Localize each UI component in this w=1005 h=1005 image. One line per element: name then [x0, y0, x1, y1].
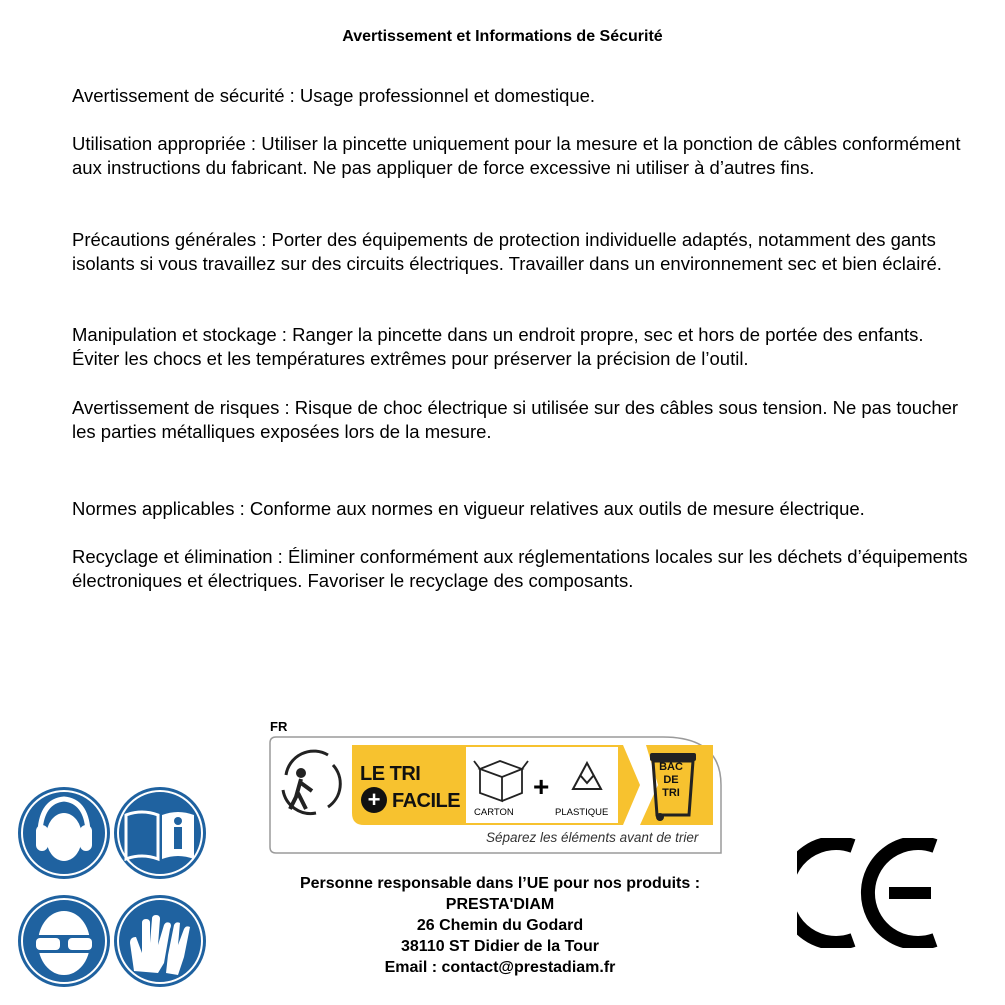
ear-protection-icon: [16, 785, 112, 881]
carton-label: CARTON: [474, 807, 514, 818]
ce-mark-icon: [797, 838, 939, 948]
plus-icon: +: [361, 787, 387, 813]
email-line: Email : contact@prestadiam.fr: [384, 959, 616, 976]
risk-warning-text: Avertissement de risques : Risque de choc électrique si utilisée sur des câbles sous tension. Ne pas toucher les parties métalliques exposées lors de la mesure.: [72, 397, 959, 442]
contact-intro: Personne responsable dans l’UE pour nos produits :: [299, 875, 701, 892]
triman-plus: +: [533, 771, 550, 802]
address-line: 26 Chemin du Godard: [416, 917, 584, 934]
triman-lang-label: FR: [270, 719, 288, 734]
triman-facile: FACILE: [392, 790, 461, 812]
recycling-text: Recyclage et élimination : Éliminer conformément aux réglementations locales sur les déchets d’équipements électroniques et électriques. Favoriser le recyclage des composants.: [72, 546, 968, 591]
plastique-label: PLASTIQUE: [555, 807, 609, 818]
triman-note: Séparez les éléments avant de trier: [486, 830, 699, 845]
general-precautions-text: Précautions générales : Porter des équipements de protection individuelle adaptés, notamment des gants isolants si vous travaillez sur des circuits électriques. Travailler dans un environnement sec et bien éclairé.: [72, 229, 942, 274]
gloves-icon: [112, 893, 208, 989]
safety-warning-text: Avertissement de sécurité : Usage professionnel et domestique.: [72, 85, 596, 106]
appropriate-use-text: Utilisation appropriée : Utiliser la pincette uniquement pour la mesure et la ponction de câbles conformément aux instructions du fabricant. Ne pas appliquer de force excessive ni utiliser à d’autres fins.: [72, 133, 961, 178]
triman-le-tri: LE TRI: [360, 763, 421, 785]
eu-responsible-person: [250, 873, 750, 978]
city-line: 38110 ST Didier de la Tour: [401, 938, 599, 955]
page-title: Avertissement et Informations de Sécurité: [342, 28, 663, 45]
read-manual-icon: [112, 785, 208, 881]
standards-text: Normes applicables : Conforme aux normes en vigueur relatives aux outils de mesure électrique.: [72, 498, 865, 519]
bac-de-tri-label: BAC DE TRI: [659, 761, 683, 799]
company-name: PRESTA'DIAM: [445, 896, 555, 913]
handling-storage-text: Manipulation et stockage : Ranger la pincette dans un endroit propre, sec et hors de portée des enfants. Éviter les chocs et les températures extrêmes pour préserver la précision de l’outil.: [72, 324, 924, 369]
triman-logo: [268, 735, 723, 855]
eye-protection-icon: [16, 893, 112, 989]
